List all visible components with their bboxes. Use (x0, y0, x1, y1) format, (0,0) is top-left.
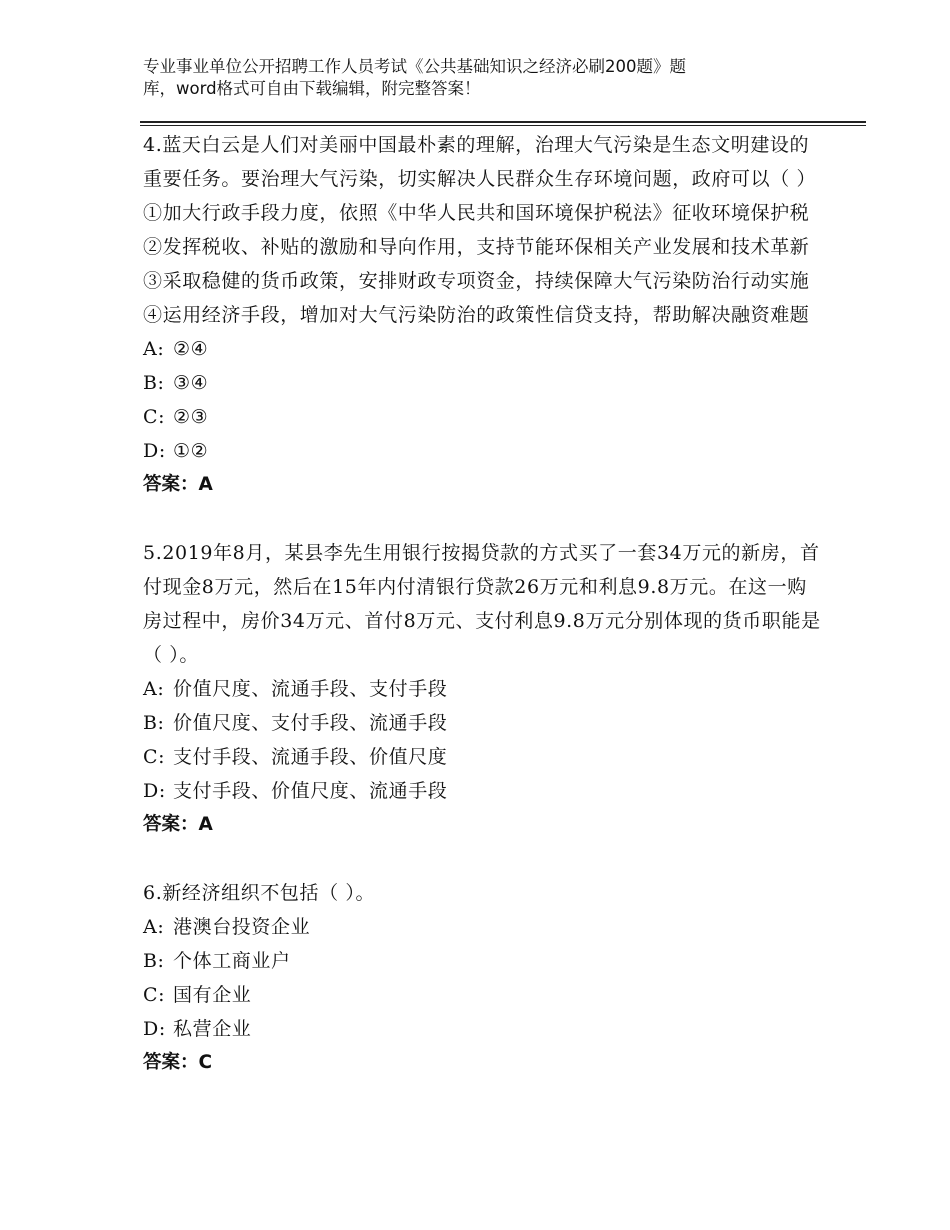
question-stem: 4.蓝天白云是人们对美丽中国最朴素的理解，治理大气污染是生态文明建设的重要任务。要治理大气污染，切实解决人民群众生存环境问题，政府可以（ ）①加大行政手段力度，依照《中华人民共和国环境保护税法》征收环境保护税②发挥税收、补贴的激励和导向作用，支持节能环保相关产业发展和技术革新③采取稳健的货币政策，安排财政专项资金，持续保障大气污染防治行动实施④运用经济手段，增加对大气污染防治的政策性信贷支持，帮助解决融资难题 (143, 134, 817, 326)
option-key: C: (143, 746, 166, 768)
option-d (143, 434, 823, 468)
option-key: A: (143, 678, 165, 700)
document-header (143, 56, 783, 100)
answer-label: 答案：A (143, 814, 213, 835)
option-key: C: (143, 984, 166, 1006)
option-b (143, 944, 823, 978)
question-4 (143, 128, 823, 502)
option-a (143, 910, 823, 944)
option-b (143, 706, 823, 740)
option-key: A: (143, 338, 165, 360)
option-text: 港澳台投资企业 (173, 916, 311, 938)
option-text: 价值尺度、流通手段、支付手段 (173, 678, 448, 700)
option-text: 支付手段、流通手段、价值尺度 (173, 746, 448, 768)
option-a (143, 672, 823, 706)
question-stem: 5.2019年8月，某县李先生用银行按揭贷款的方式买了一套34万元的新房，首付现金8万元，然后在15年内付清银行贷款26万元和利息9.8万元。在这一购房过程中，房价34万元、首付8万元、支付利息9.8万元分别体现的货币职能是（ ）。 (143, 542, 821, 666)
option-text: 支付手段、价值尺度、流通手段 (173, 780, 448, 802)
header-line-2: 库，word格式可自由下载编辑，附完整答案！ (143, 79, 481, 98)
answer-label: 答案：A (143, 474, 213, 495)
option-text: ②④ (173, 338, 209, 360)
option-key: B: (143, 712, 165, 734)
header-divider (140, 121, 866, 126)
option-text: ①② (173, 440, 209, 462)
option-c (143, 978, 823, 1012)
question-6 (143, 876, 823, 1080)
option-key: D: (143, 780, 166, 802)
option-c (143, 740, 823, 774)
option-a (143, 332, 823, 366)
question-5 (143, 536, 823, 842)
option-key: D: (143, 1018, 166, 1040)
option-b (143, 366, 823, 400)
option-d (143, 774, 823, 808)
question-list (143, 128, 823, 1114)
option-text: ②③ (173, 406, 209, 428)
option-text: 国有企业 (173, 984, 252, 1006)
option-text: 个体工商业户 (173, 950, 291, 972)
option-key: C: (143, 406, 166, 428)
option-text: 价值尺度、支付手段、流通手段 (173, 712, 448, 734)
question-stem: 6.新经济组织不包括（ ）。 (143, 882, 376, 904)
header-line-1: 专业事业单位公开招聘工作人员考试《公共基础知识之经济必刷200题》题 (143, 57, 686, 76)
option-key: B: (143, 950, 165, 972)
option-text: ③④ (173, 372, 209, 394)
option-key: A: (143, 916, 165, 938)
option-text: 私营企业 (173, 1018, 252, 1040)
option-c (143, 400, 823, 434)
answer-label: 答案：C (143, 1052, 213, 1073)
option-key: D: (143, 440, 166, 462)
option-d (143, 1012, 823, 1046)
option-key: B: (143, 372, 165, 394)
